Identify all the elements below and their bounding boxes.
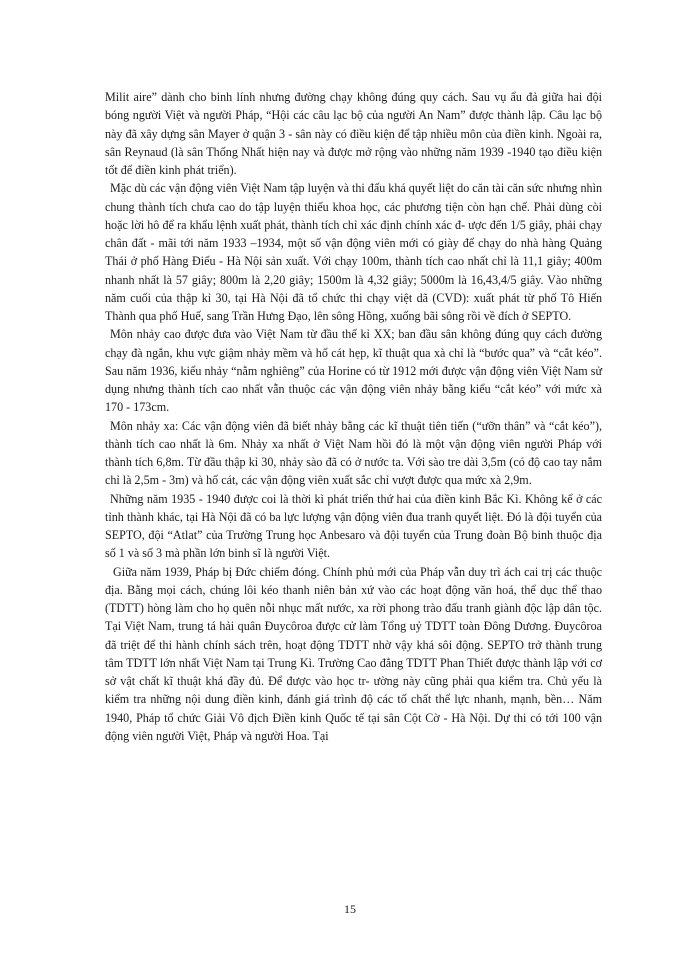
document-body bbox=[105, 88, 602, 745]
paragraph-3: Môn nhảy cao được đưa vào Việt Nam từ đầu thế kỉ XX; ban đầu sân không đúng quy cách đường chạy đà ngắn, khu vực giậm nhảy mềm và hố cát hẹp, kĩ thuật qua xà chỉ là “bước qua” và “cắt kéo”. Sau năm 1936, kiểu nhảy “nằm nghiêng” của Horine có từ 1912 mới được vận động viên Việt Nam sử dụng nhưng thành tích cao nhất vẫn thuộc các vận động viên nhảy bằng kiểu “cắt kéo” với mức xà 170 - 173cm. bbox=[105, 327, 602, 415]
paragraph-6: Giữa năm 1939, Pháp bị Đức chiếm đóng. Chính phủ mới của Pháp vẫn duy trì ách cai trị các thuộc địa. Bằng mọi cách, chúng lôi kéo thanh niên bản xứ vào các hoạt động văn hoá, thể dục thể thao (TDTT) hòng làm cho họ quên nỗi nhục mất nước, xa rời phong trào đấu tranh giành độc lập dân tộc. Tại Việt Nam, trung tá hải quân Đuycôroa được cử làm Tổng uỷ TDTT toàn Đông Dương. Đuycôroa đã triệt để thi hành chính sách trên, hoạt động TDTT nhờ vậy khá sôi động. SEPTO trở thành trung tâm TDTT lớn nhất Việt Nam tại Trung Kì. Trường Cao đẳng TDTT Phan Thiết được thành lập với cơ sở vật chất kĩ thuật khá đầy đủ. Để được vào học tr- ường này cũng phải qua kiểm tra. Chủ yếu là kiểm tra những nội dung điền kinh, đánh giá trình độ các tố chất thể lực nhanh, mạnh, bền… Năm 1940, Pháp tổ chức Giải Vô địch Điền kinh Quốc tế tại sân Cột Cờ - Hà Nội. Dự thi có tới 100 vận động viên người Việt, Pháp và người Hoa. Tại bbox=[105, 564, 602, 743]
paragraph-5: Những năm 1935 - 1940 được coi là thời kì phát triển thứ hai của điền kinh Bắc Kì. Không kể ở các tỉnh thành khác, tại Hà Nội đã có ba lực lượng vận động viên đua tranh quyết liệt. Đó là đội tuyển của SEPTO, đội “Atlat” của Trường Trung học Anbesaro và đội tuyển của Trung đoàn Bộ binh thuộc địa số 1 và số 3 mà phần lớn binh sĩ là người Việt. bbox=[105, 491, 602, 561]
paragraph-1: Milit aire” dành cho binh lính nhưng đường chạy không đúng quy cách. Sau vụ ẩu đả giữa hai đội bóng người Việt và người Pháp, “Hội các câu lạc bộ của người An Nam” được thành lập. Câu lạc bộ này đã xây dựng sân Mayer ở quận 3 - sân này có điều kiện để tập nhiều môn của điền kinh. Ngoài ra, sân Reynaud (là sân Thống Nhất hiện nay và được mở rộng vào những năm 1939 -1940 tạo điều kiện tốt để điền kinh phát triển). bbox=[105, 90, 602, 177]
paragraph-4: Môn nhảy xa: Các vận động viên đã biết nhảy bằng các kĩ thuật tiên tiến (“ưỡn thân” và “cắt kéo”), thành tích cao nhất là 6m. Nhảy xa nhất ở Việt Nam hồi đó là một vận động viên người Pháp với thành tích 6,8m. Từ đầu thập kỉ 30, nhảy sào đã có ở nước ta. Với sào tre dài 3,5m (có độ cao tay nắm chỉ là 2,5m - 3m) và hố cát, các vận động viên xuất sắc chỉ vượt được qua mức xà 2,9m. bbox=[105, 418, 602, 488]
page-number: 15 bbox=[344, 902, 356, 916]
paragraph-2: Mặc dù các vận động viên Việt Nam tập luyện và thi đấu khá quyết liệt do căn tài căn sức nhưng nhìn chung thành tích chưa cao do tập luyện thiếu khoa học, các phương tiện còn hạn chế. Phải dùng còi hoặc lời hô để ra khẩu lệnh xuất phát, thành tích chỉ xác định chính xác đ- ược đến 1/5 giây, phải chạy chân đất - mãi tới năm 1933 –1934, một số vận động viên mới có giày để chạy do nhà hàng Quảng Thái ở phố Hàng Điếu - Hà Nội sản xuất. Với chạy 100m, thành tích cao nhất chỉ là 11,1 giây; 400m nhanh nhất là 57 giây; 800m là 2,20 giây; 1500m là 4,32 giây; 5000m là 16,43,4/5 giây. Vào những năm cuối của thập kỉ 30, tại Hà Nội đã tổ chức thi chạy việt dã (CVD): xuất phát từ phố Tô Hiến Thành qua phố Huế, sang Trần Hưng Đạo, lên sông Hồng, xuống bãi sông rồi về đích ở SEPTO. bbox=[105, 181, 602, 323]
